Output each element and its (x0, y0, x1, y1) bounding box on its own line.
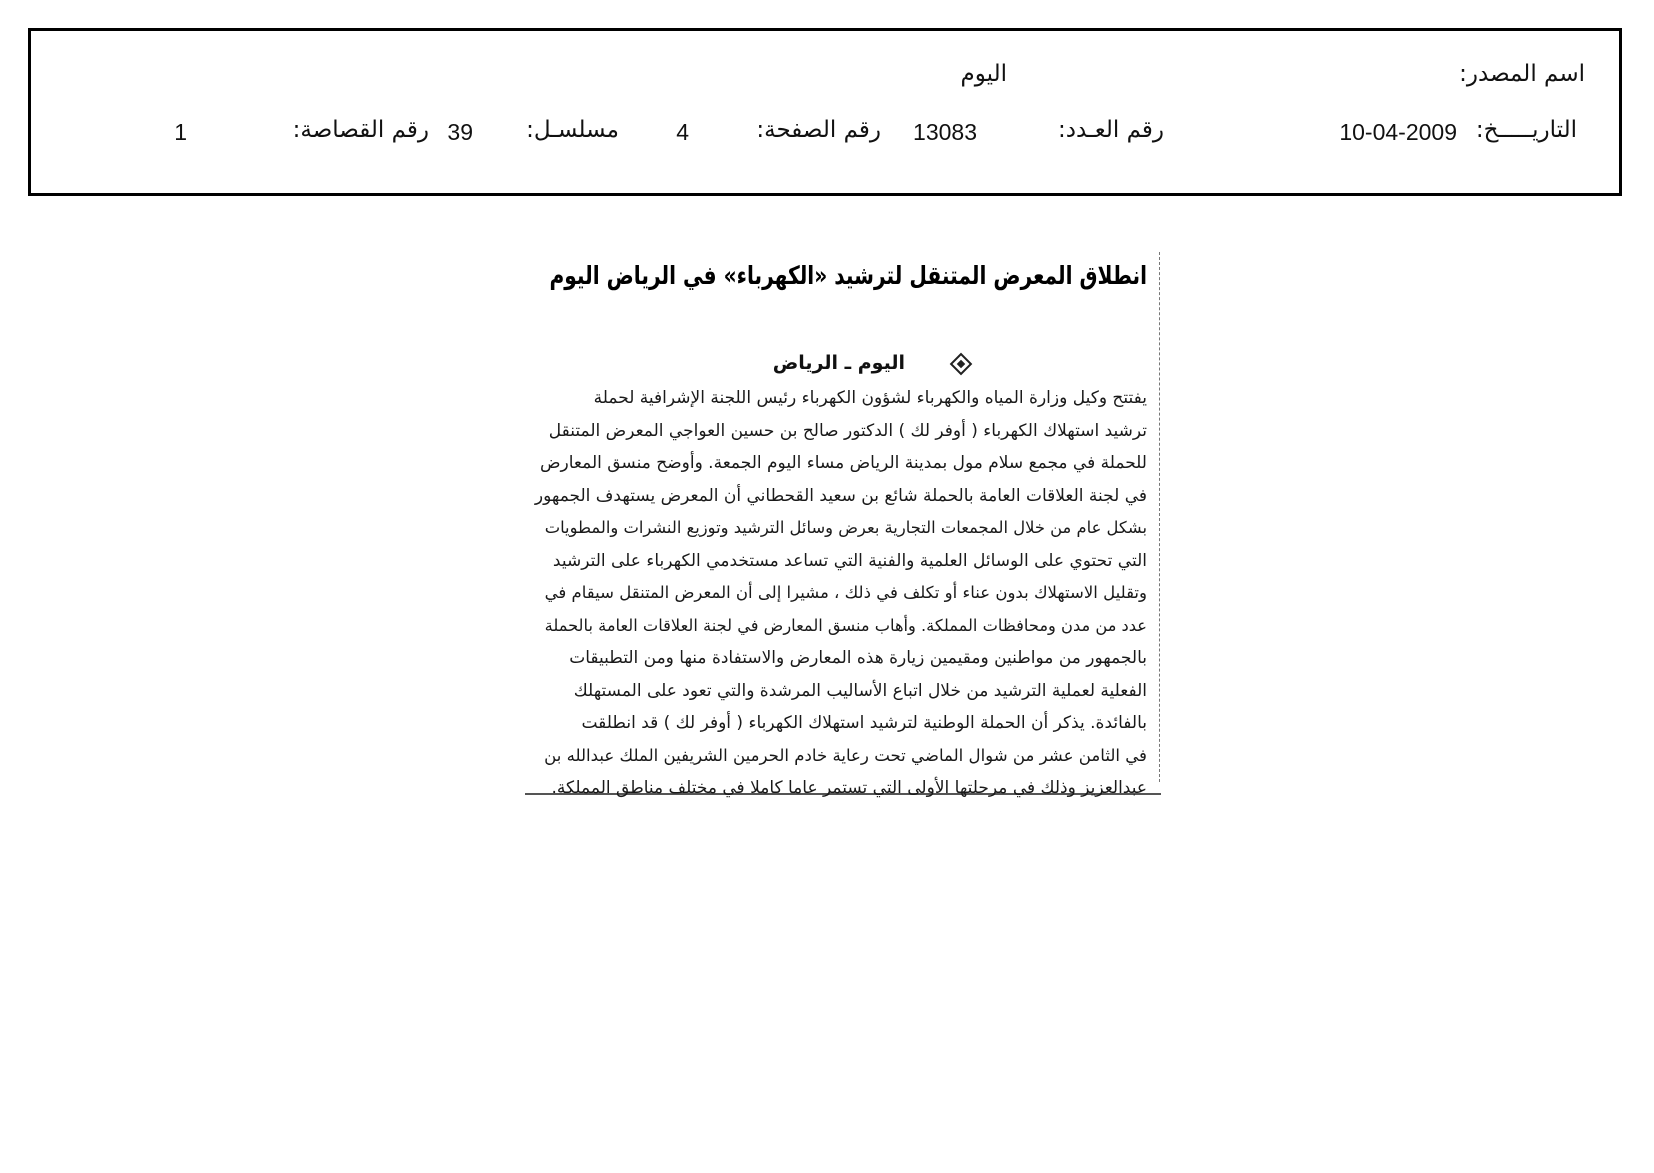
article-body (532, 382, 1147, 805)
page-value: 4 (676, 119, 689, 145)
article-clipping (525, 252, 1165, 797)
article-line: التي تحتوي على الوسائل العلمية والفنية التي تساعد مستخدمي الكهرباء على الترشيد (552, 550, 1147, 571)
clip-value: 1 (174, 119, 187, 145)
clip-label: رقم القصاصة: (292, 117, 429, 143)
article-line: عدد من مدن ومحافظات المملكة. وأهاب منسق المعارض في لجنة العلاقات العامة بالحملة (544, 615, 1147, 635)
article-line: بالجمهور من مواطنين ومقيمين زيارة هذه المعارض والاستفادة منها ومن التطبيقات (569, 648, 1147, 668)
serial-value: 39 (447, 119, 473, 145)
article-line: الفعلية لعملية الترشيد من خلال اتباع الأساليب المرشدة والتي تعود على المستهلك (573, 680, 1147, 701)
article-headline: انطلاق المعرض المتنقل لترشيد «الكهرباء» في الرياض اليوم (549, 260, 1147, 290)
issue-label: رقم العـدد: (1057, 117, 1164, 143)
source-label: اسم المصدر: (1459, 61, 1585, 87)
article-line: يفتتح وكيل وزارة المياه والكهرباء لشؤون الكهرباء رئيس اللجنة الإشرافية لحملة (593, 388, 1147, 408)
article-line: ترشيد استهلاك الكهرباء ( أوفر لك ) الدكتور صالح بن حسين العواجي المعرض المتنقل (548, 420, 1147, 441)
serial-label: مسلسـل: (526, 117, 619, 143)
article-line: بالفائدة. يذكر أن الحملة الوطنية لترشيد استهلاك الكهرباء ( أوفر لك ) قد انطلقت (581, 713, 1147, 733)
clipping-header (28, 28, 1622, 196)
diamond-bullet-icon (950, 353, 973, 376)
article-line: عبدالعزيز وذلك في مرحلتها الأولى التي تستمر عاما كاملا في مختلف مناطق المملكة. (551, 778, 1147, 798)
article-line: في لجنة العلاقات العامة بالحملة شائع بن سعيد القحطاني أن المعرض يستهدف الجمهور (534, 485, 1147, 506)
article-line: بشكل عام من خلال المجمعات التجارية بعرض وسائل الترشيد وتوزيع النشرات والمطويات (544, 518, 1147, 537)
article-line: وتقليل الاستهلاك بدون عناء أو تكلف في ذلك ، مشيرا إلى أن المعرض المتنقل سيقام في (544, 583, 1147, 602)
article-byline: اليوم ـ الرياض (772, 352, 905, 374)
source-value: اليوم (960, 61, 1007, 87)
date-label: التاريـــــخ: (1475, 117, 1577, 143)
issue-value: 13083 (913, 119, 977, 145)
clipping-edge-right (1159, 252, 1160, 782)
page-label: رقم الصفحة: (756, 117, 881, 143)
article-line: في الثامن عشر من شوال الماضي تحت رعاية خادم الحرمين الشريفين الملك عبدالله بن (544, 745, 1147, 765)
date-value: 10-04-2009 (1339, 119, 1457, 145)
article-line: للحملة في مجمع سلام مول بمدينة الرياض مساء اليوم الجمعة. وأوضح منسق المعارض (539, 453, 1147, 473)
